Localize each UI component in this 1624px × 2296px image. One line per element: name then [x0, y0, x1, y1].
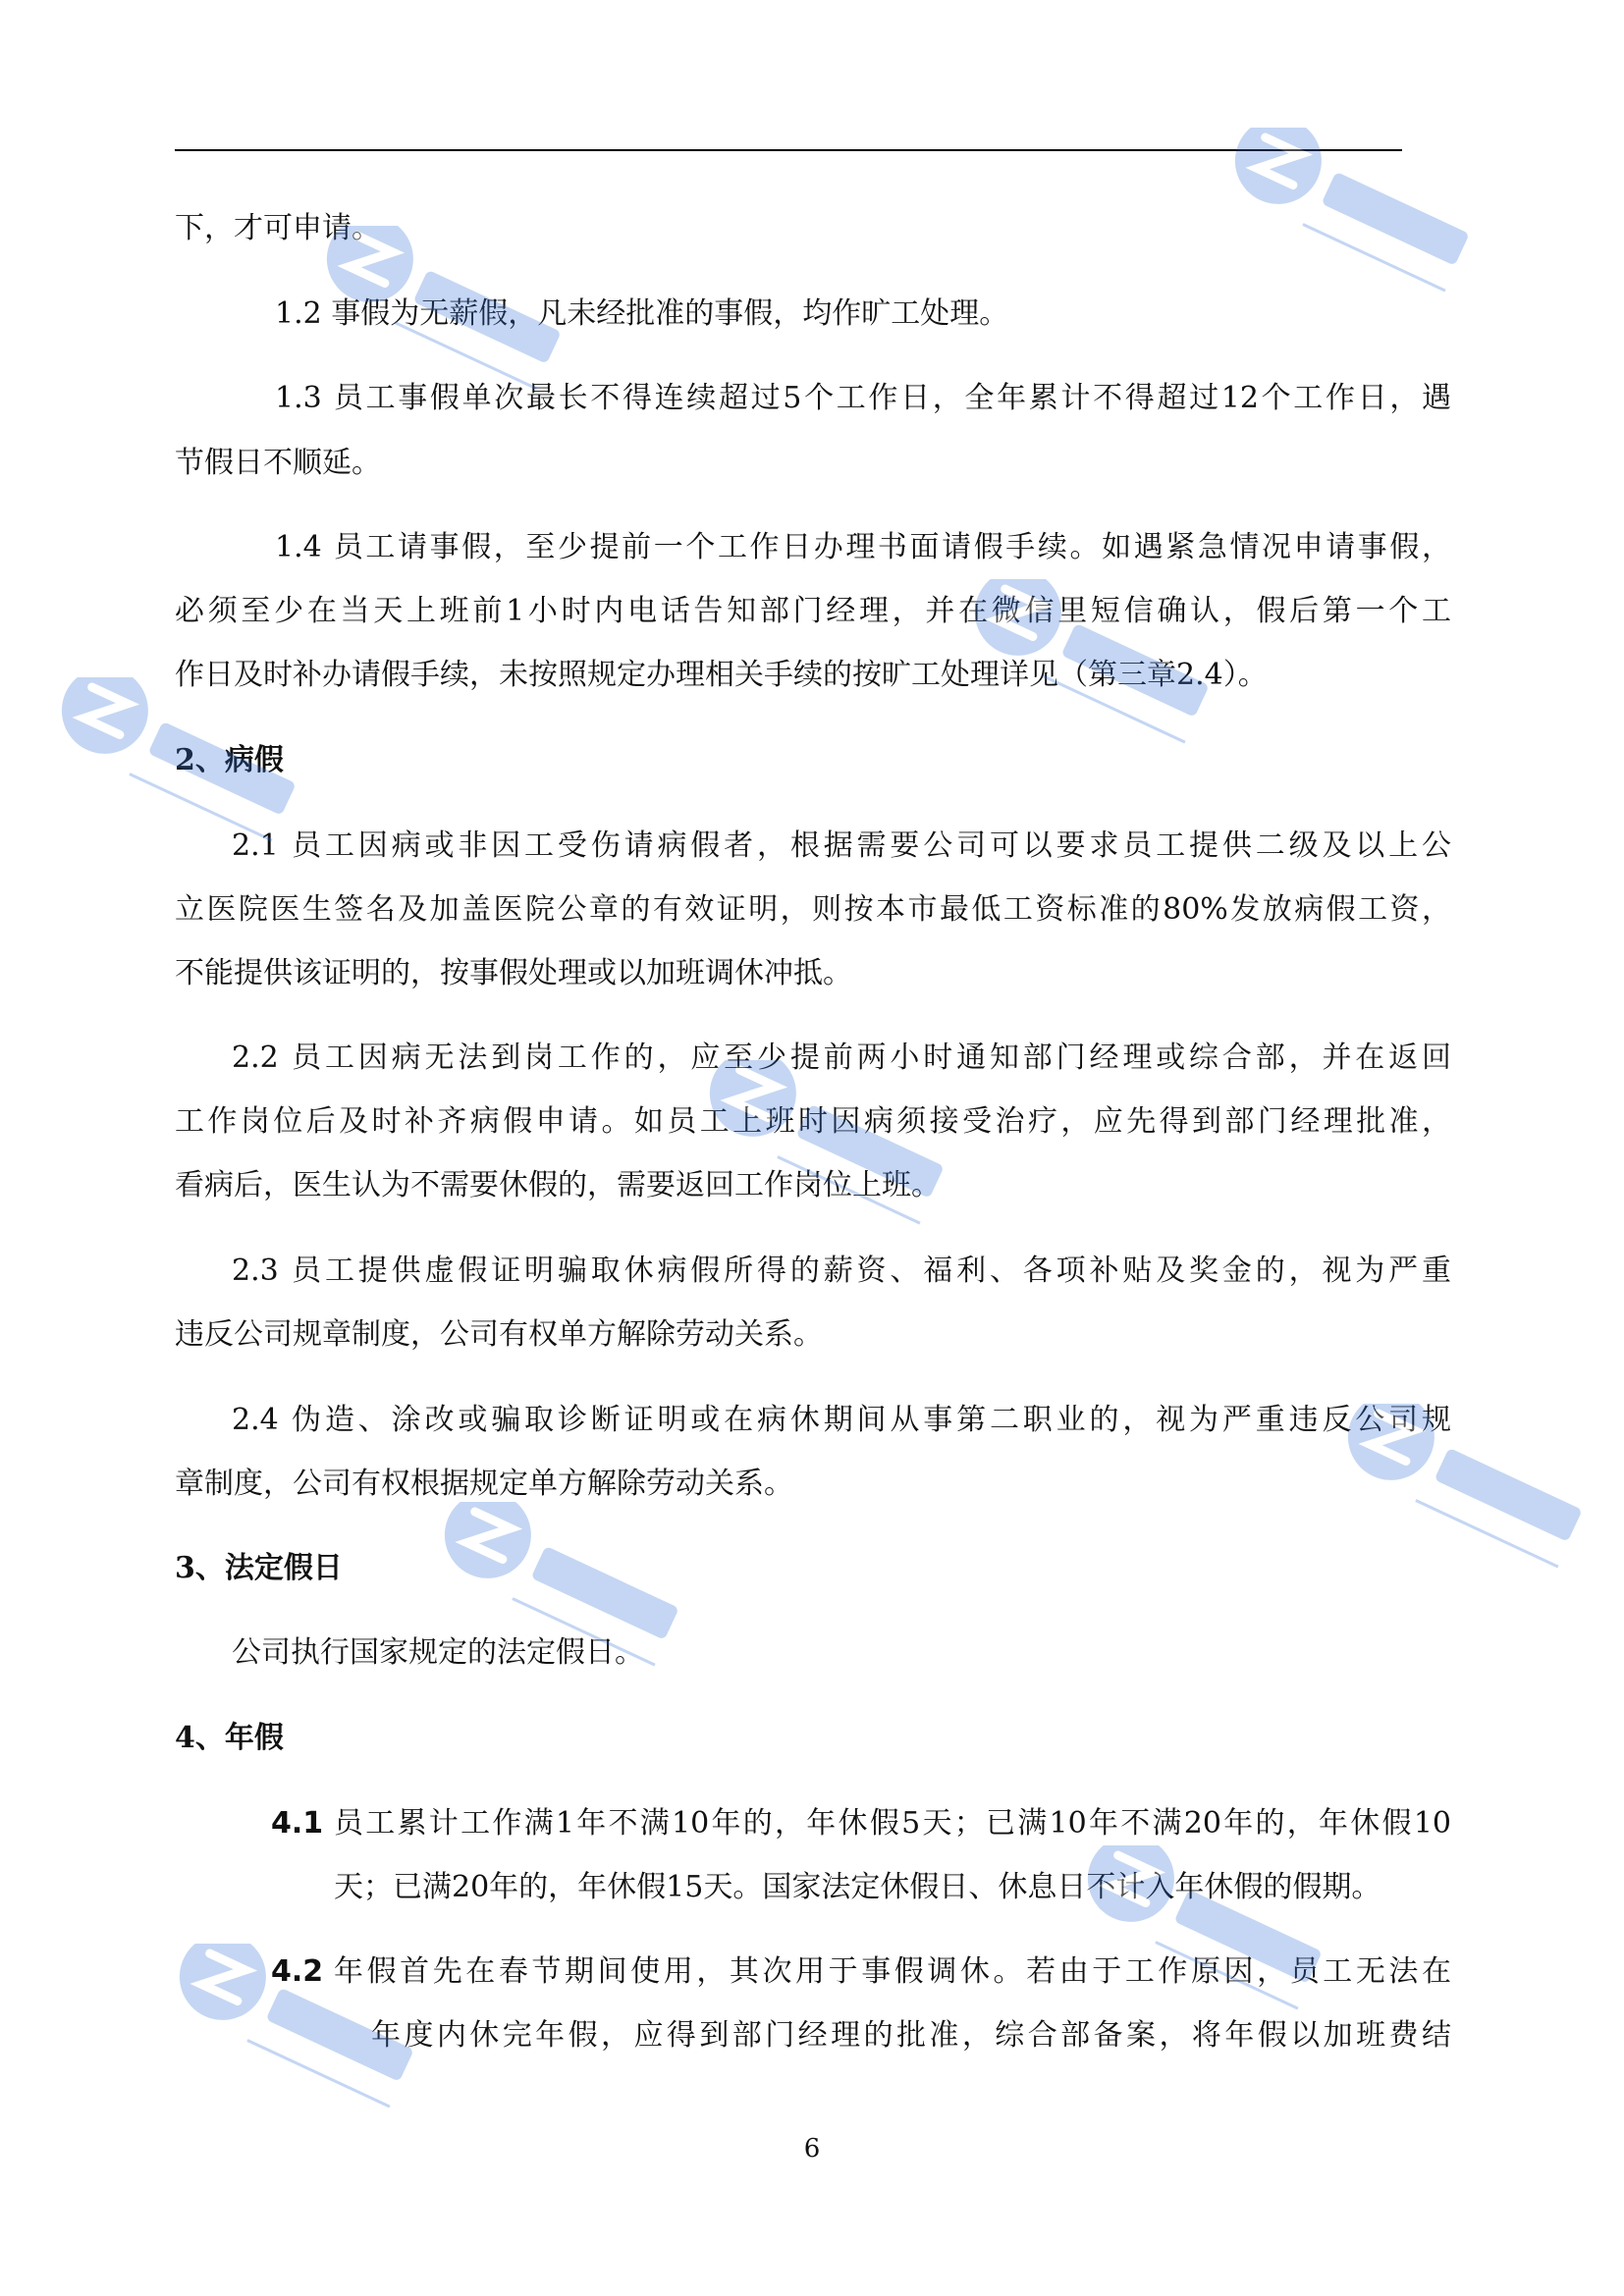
paragraph-line: 工作岗位后及时补齐病假申请。如员工上班时因病须接受治疗，应先得到部门经理批准，	[175, 1104, 1451, 1139]
paragraph-line: 不能提供该证明的，按事假处理或以加班调休冲抵。	[175, 956, 852, 990]
page-number: 6	[803, 2134, 821, 2163]
paragraph-line: 下，才可申请。	[175, 211, 381, 245]
header-rule	[175, 149, 1402, 151]
section-heading: 2、病假	[175, 743, 284, 777]
paragraph-line: 员工累计工作满1年不满10年的，年休假5天；已满10年不满20年的，年休假10	[334, 1806, 1451, 1841]
section-heading: 3、法定假日	[175, 1551, 343, 1585]
paragraph-line: 天；已满20年的，年休假15天。国家法定休假日、休息日不计入年休假的假期。	[334, 1870, 1381, 1904]
paragraph-line: 2.2 员工因病无法到岗工作的，应至少提前两小时通知部门经理或综合部，并在返回	[232, 1041, 1451, 1075]
watermark-logo	[1203, 128, 1497, 304]
paragraph-line: 1.3 员工事假单次最长不得连续超过5个工作日，全年累计不得超过12个工作日，遇	[275, 381, 1451, 415]
paragraph-line: 必须至少在当天上班前1小时内电话告知部门经理，并在微信里短信确认，假后第一个工	[175, 594, 1451, 628]
item-number: 4.1	[271, 1806, 324, 1841]
paragraph-line: 年假首先在春节期间使用，其次用于事假调休。若由于工作原因，员工无法在	[334, 1954, 1451, 1989]
paragraph-line: 立医院医生签名及加盖医院公章的有效证明，则按本市最低工资标准的80%发放病假工资，	[175, 892, 1451, 927]
paragraph-line: 作日及时补办请假手续，未按照规定办理相关手续的按旷工处理详见（第三章2.4）。	[175, 658, 1268, 692]
paragraph-line: 看病后，医生认为不需要休假的，需要返回工作岗位上班。	[175, 1168, 941, 1202]
paragraph-line: 年度内休完年假，应得到部门经理的批准，综合部备案，将年假以加班费结	[371, 2018, 1451, 2053]
paragraph-line: 节假日不顺延。	[175, 446, 381, 480]
paragraph-line: 违反公司规章制度，公司有权单方解除劳动关系。	[175, 1317, 823, 1352]
paragraph-line: 2.1 员工因病或非因工受伤请病假者，根据需要公司可以要求员工提供二级及以上公	[232, 828, 1451, 863]
paragraph-line: 2.4 伪造、涂改或骗取诊断证明或在病休期间从事第二职业的，视为严重违反公司规	[232, 1403, 1451, 1437]
section-heading: 4、年假	[175, 1721, 284, 1755]
watermark-logo	[677, 1060, 972, 1237]
paragraph-line: 2.3 员工提供虚假证明骗取休病假所得的薪资、福利、各项补贴及奖金的，视为严重	[232, 1254, 1451, 1288]
paragraph-line: 1.2 事假为无薪假，凡未经批准的事假，均作旷工处理。	[275, 296, 1009, 331]
paragraph-line: 章制度，公司有权根据规定单方解除劳动关系。	[175, 1467, 793, 1501]
paragraph-line: 1.4 员工请事假，至少提前一个工作日办理书面请假手续。如遇紧急情况申请事假，	[275, 530, 1451, 564]
item-number: 4.2	[271, 1954, 324, 1989]
paragraph-line: 公司执行国家规定的法定假日。	[232, 1635, 644, 1670]
